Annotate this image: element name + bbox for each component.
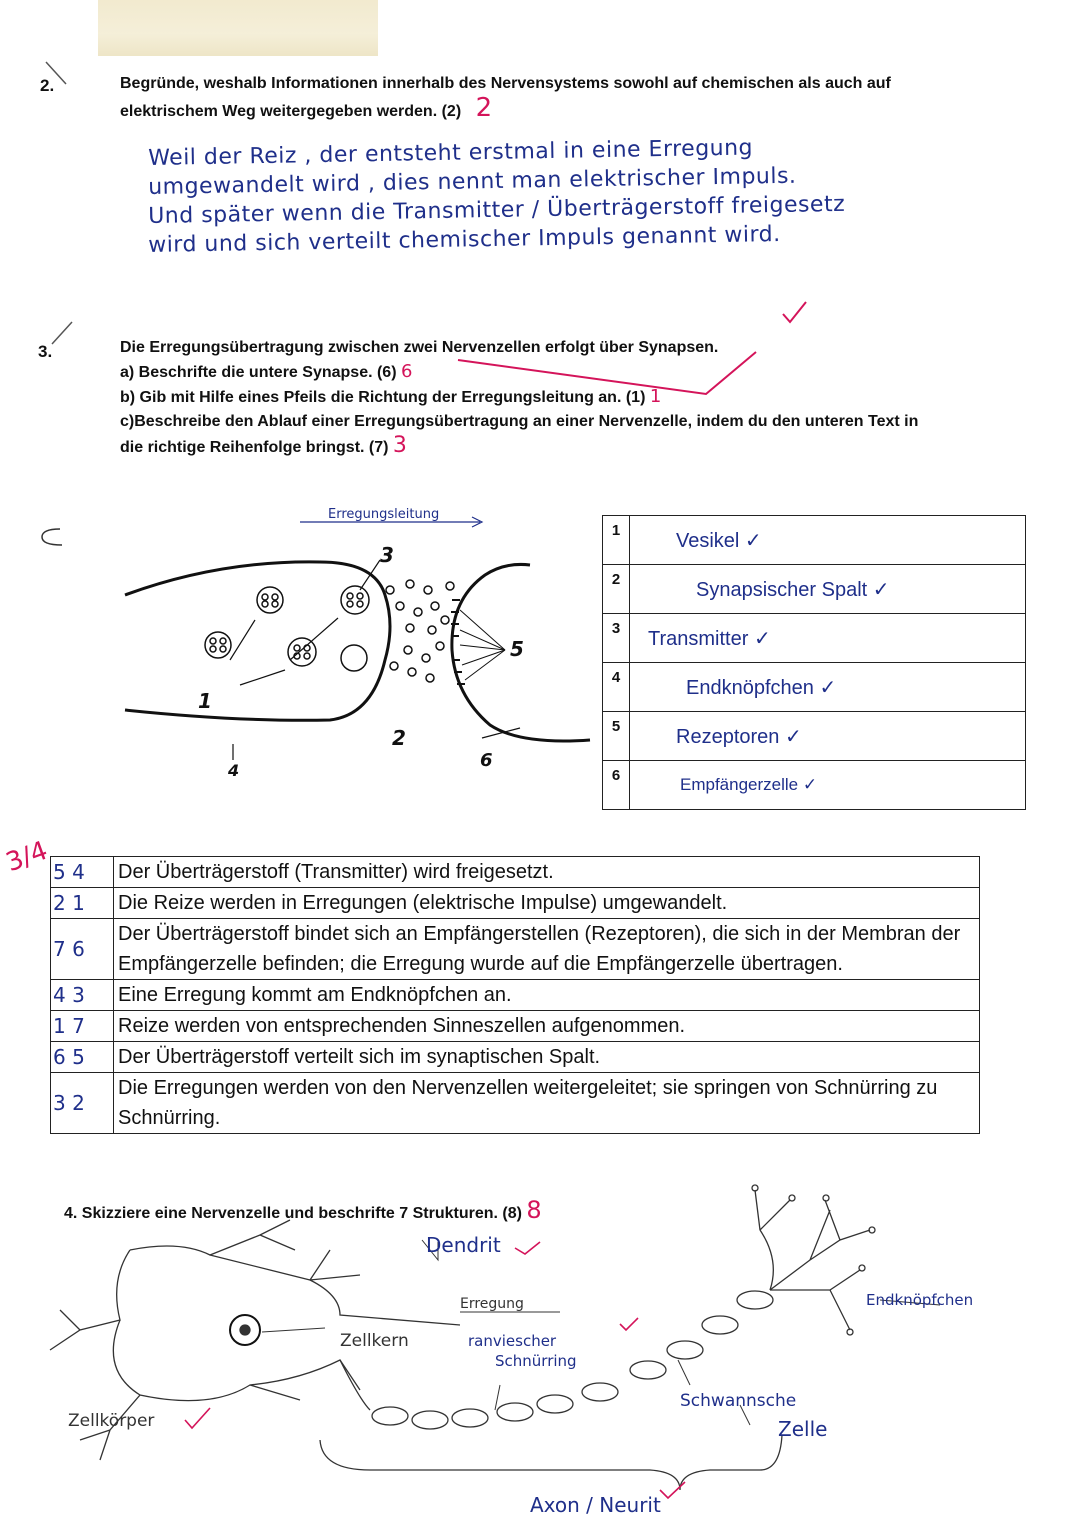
label-schwann-line2: Zelle (778, 1417, 828, 1441)
order-table (50, 856, 980, 1134)
label-ranvier-line2: Schnürring (495, 1352, 577, 1370)
vesicles (205, 586, 369, 671)
order-row: 5 4 Der Überträgerstoff (Transmitter) wird freigesetzt. (51, 857, 980, 888)
q3c-side-score: 3/4 (2, 835, 52, 879)
q4-score: 8 (526, 1196, 542, 1224)
diagram-number-6: 6 (480, 750, 493, 771)
synapse-diagram (110, 500, 600, 790)
q3-part-c-line2: die richtige Reihenfolge bringst. (7) 3 (120, 433, 407, 458)
label-row: 4 Endknöpfchen ✓ (603, 663, 1026, 712)
order-row: 6 5 Der Überträgerstoff verteilt sich im synaptischen Spalt. (51, 1042, 980, 1073)
order-row: 7 6 Der Überträgerstoff bindet sich an Empfängerstellen (Rezeptoren), die sich in der Membran der Empfängerzelle befinden; die Erregung wurde auf die Empfängerzelle übertragen. (51, 919, 980, 980)
order-row: 1 7 Reize werden von entsprechenden Sinneszellen aufgenommen. (51, 1011, 980, 1042)
internal-arrows (230, 618, 338, 685)
order-nums: 7 6 (51, 919, 114, 980)
label-erregung: Erregung (460, 1296, 524, 1312)
label-row: 2 Synapsischer Spalt ✓ (603, 565, 1026, 614)
neuron-sketch (40, 1180, 1040, 1520)
label-zellkoerper: Zellkörper (68, 1411, 155, 1431)
q3-strike-mark (48, 318, 78, 353)
order-nums: 2 1 (51, 888, 114, 919)
q4-checks (185, 1242, 685, 1498)
order-nums: 5 4 (51, 857, 114, 888)
label-row: 5 Rezeptoren ✓ (603, 712, 1026, 761)
diagram-number-3: 3 (380, 543, 394, 567)
order-row: 4 3 Eine Erregung kommt am Endknöpfchen an. (51, 980, 980, 1011)
tape-strip (98, 0, 378, 56)
label-ranvier-line1: ranviescher (468, 1332, 557, 1350)
label-schwann-line1: Schwannsche (680, 1391, 797, 1411)
axon-brace (320, 1435, 782, 1490)
q2-score: 2 (475, 93, 493, 123)
order-nums: 6 5 (51, 1042, 114, 1073)
pointer-lines-5 (460, 610, 505, 680)
q2-answer-line1: Weil der Reiz , der entsteht erstmal in eine Erregung (148, 135, 754, 171)
q2-answer (148, 135, 1008, 262)
order-nums: 1 7 (51, 1011, 114, 1042)
order-row: 3 2 Die Erregungen werden von den Nervenzellen weitergeleitet; sie springen von Schnürring zu Schnürring. (51, 1073, 980, 1134)
label-endknoepfchen: Endknöpfchen (866, 1291, 974, 1309)
q2-check (780, 298, 810, 331)
q3-intro: Die Erregungsübertragung zwischen zwei Nervenzellen erfolgt über Synapsen. (120, 339, 719, 356)
diagram-number-4: 4 (228, 761, 240, 780)
q2-question-line1: Begründe, weshalb Informationen innerhalb des Nervensystems sowohl auf chemischen als auch auf (120, 75, 891, 92)
label-row: 6 Empfängerzelle ✓ (603, 761, 1026, 810)
presynaptic-membrane (125, 562, 390, 720)
q4-question: 4. Skizziere eine Nervenzelle und beschrifte 7 Strukturen. (8) 8 (64, 1196, 542, 1224)
label-table (602, 515, 1026, 810)
label-dendrit: Dendrit (426, 1233, 501, 1257)
diagram-number-1: 1 (198, 689, 212, 713)
order-nums: 3 2 (51, 1073, 114, 1134)
diagram-number-2: 2 (392, 726, 406, 750)
arrow-label: Erregungsleitung (328, 507, 440, 522)
q3-check-large (456, 350, 776, 415)
margin-mark (36, 525, 66, 554)
q3-part-a: a) Beschrifte die untere Synapse. (6) 6 (120, 361, 413, 382)
q2-answer-line4: wird und sich verteilt chemischer Impuls genannt wird. (148, 221, 781, 258)
q2-question (120, 72, 1020, 124)
order-nums: 4 3 (51, 980, 114, 1011)
label-zellkern: Zellkern (340, 1331, 409, 1351)
diagram-number-5: 5 (510, 637, 524, 661)
label-row: 1 Vesikel ✓ (603, 516, 1026, 565)
q4-number: 4. (64, 1205, 78, 1222)
q3-number: 3. (38, 342, 53, 361)
q2-answer-line2: umgewandelt wird , dies nennt man elektrischer Impuls. (148, 163, 797, 200)
q2-question-line2: elektrischem Weg weitergegeben werden. (2) 2 (120, 93, 493, 123)
q2-answer-line3: Und später wenn die Transmitter / Überträgerstoff freigesetz (148, 191, 846, 229)
label-axon: Axon / Neurit (530, 1493, 661, 1517)
q3-part-b: b) Gib mit Hilfe eines Pfeils die Richtung der Erregungsleitung an. (1) 1 (120, 386, 662, 407)
q3-part-a-score: 6 (400, 361, 413, 382)
q3-part-c-score: 3 (392, 433, 407, 458)
order-row: 2 1 Die Reize werden in Erregungen (elektrische Impulse) umgewandelt. (51, 888, 980, 919)
q3-part-c-line1: c)Beschreibe den Ablauf einer Erregungsübertragung an einer Nervenzelle, indem du den unteren Text in (120, 413, 919, 430)
transmitter-molecules (386, 580, 454, 682)
q3-part-b-score: 1 (649, 386, 662, 407)
label-row: 3 Transmitter ✓ (603, 614, 1026, 663)
q2-number: 2. (40, 76, 55, 95)
